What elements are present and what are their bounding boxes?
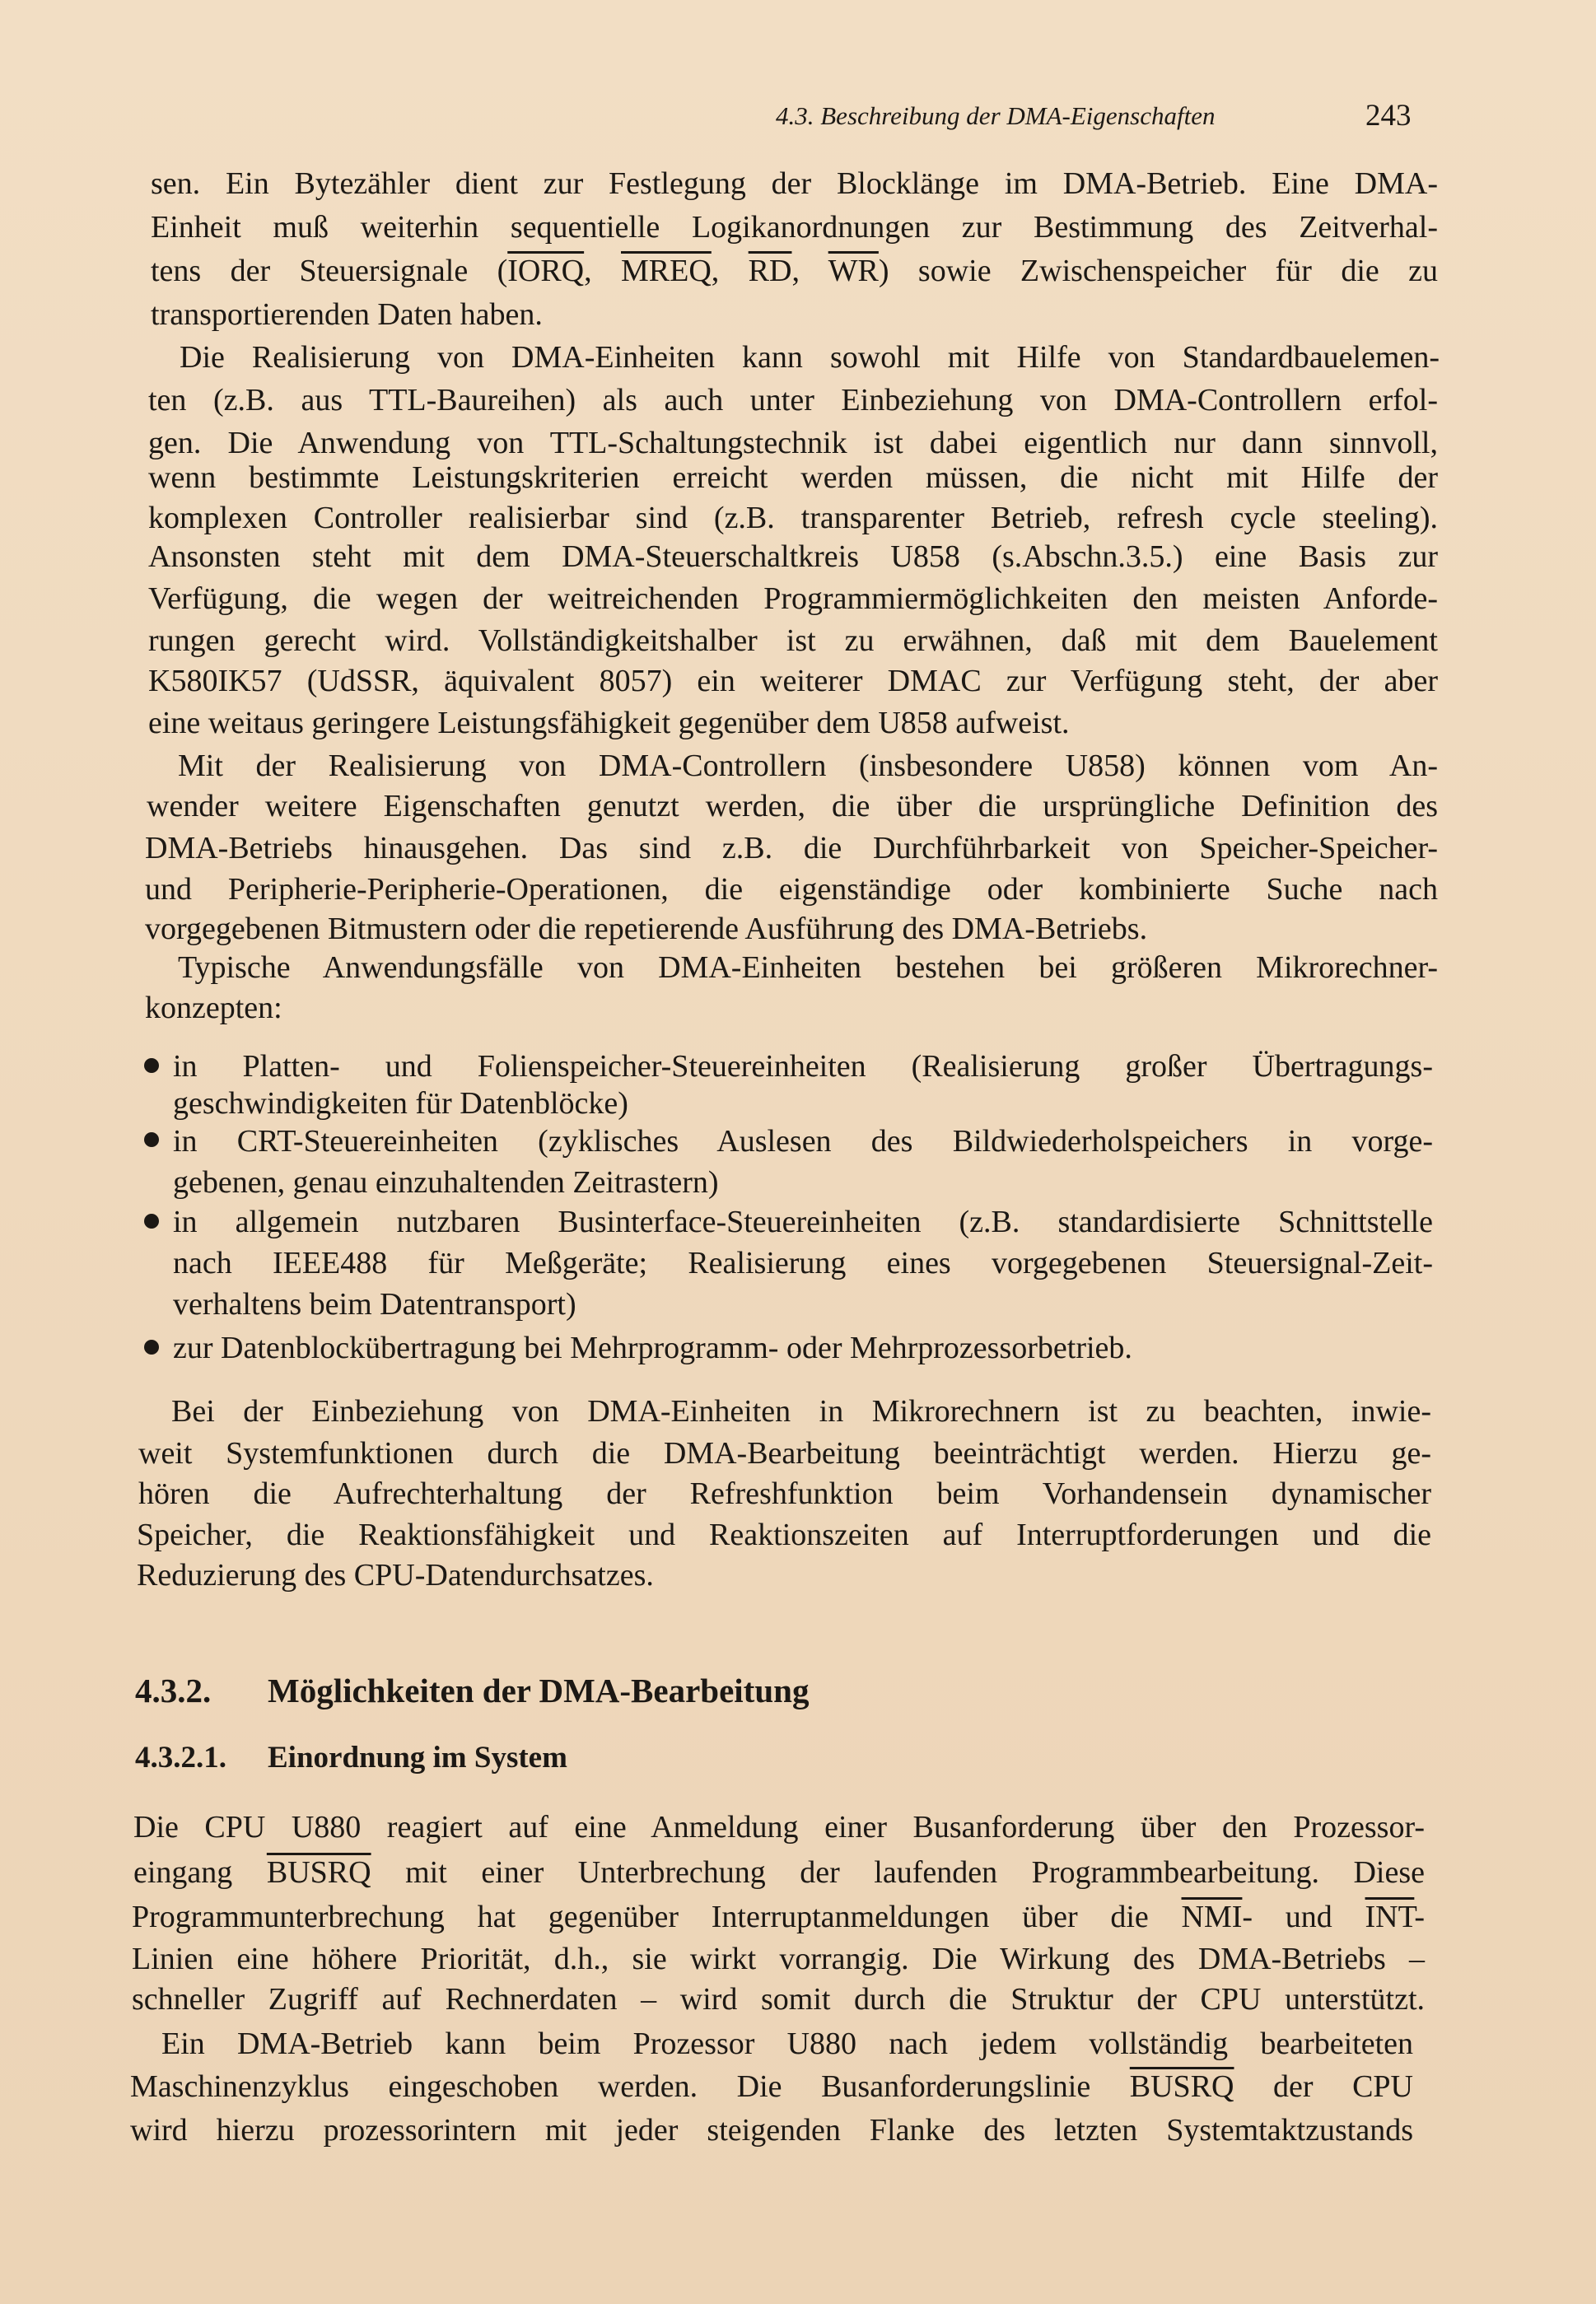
text-line: Reduzierung des CPU-Datendurchsatzes.	[137, 1558, 654, 1593]
page-number: 243	[1365, 99, 1412, 133]
text-line: rungen gerecht wird. Vollständigkeitshalber ist zu erwähnen, daß mit dem Bauelement	[148, 623, 1438, 658]
bullet-icon	[144, 1132, 159, 1147]
text-line: Die Realisierung von DMA-Einheiten kann sowohl mit Hilfe von Standardbauelemen-	[180, 340, 1440, 375]
text-line: konzepten:	[145, 991, 282, 1025]
text-line: vorgegebenen Bitmustern oder die repetierende Ausführung des DMA-Betriebs.	[145, 912, 1148, 946]
text-line: ten (z.B. aus TTL-Baureihen) als auch unter Einbeziehung von DMA-Controllern erfol-	[148, 383, 1438, 417]
text-line: Bei der Einbeziehung von DMA-Einheiten in Mikrorechnern ist zu beachten, inwie-	[171, 1394, 1431, 1429]
text-line: nach IEEE488 für Meßgeräte; Realisierung eines vorgegebenen Steuersignal-Zeit-	[173, 1246, 1433, 1280]
text-line: Typische Anwendungsfälle von DMA-Einheiten bestehen bei größeren Mikrorechner-	[178, 950, 1438, 985]
text-line: sen. Ein Bytezähler dient zur Festlegung der Blocklänge im DMA-Betrieb. Eine DMA-	[151, 166, 1438, 201]
signal-busrq: BUSRQ	[1129, 2069, 1234, 2104]
text-line: eingang BUSRQ mit einer Unterbrechung der laufenden Programmbearbeitung. Diese	[133, 1855, 1426, 1890]
bullet-icon	[144, 1058, 159, 1073]
text-line: K580IK57 (UdSSR, äquivalent 8057) ein weiterer DMAC zur Verfügung steht, der aber	[148, 664, 1438, 698]
subsection-number: 4.3.2.1.	[135, 1741, 226, 1775]
text-line: in Platten- und Folienspeicher-Steuereinheiten (Realisierung großer Übertragungs-	[173, 1049, 1433, 1084]
text-line: in allgemein nutzbaren Businterface-Steuereinheiten (z.B. standardisierte Schnittstelle	[173, 1205, 1433, 1239]
text-line: wender weitere Eigenschaften genutzt werden, die über die ursprüngliche Definition des	[147, 789, 1438, 823]
text-line: in CRT-Steuereinheiten (zyklisches Auslesen des Bildwiederholspeichers in vorge-	[173, 1124, 1433, 1159]
text-line: Maschinenzyklus eingeschoben werden. Die Busanforderungslinie BUSRQ der CPU	[130, 2069, 1413, 2104]
text-line: Die CPU U880 reagiert auf eine Anmeldung einer Busanforderung über den Prozessor-	[133, 1810, 1425, 1845]
text-line: Mit der Realisierung von DMA-Controllern (insbesondere U858) können vom An-	[178, 749, 1438, 783]
text-line: weit Systemfunktionen durch die DMA-Bearbeitung beeinträchtigt werden. Hierzu ge-	[138, 1436, 1431, 1471]
text-line: Speicher, die Reaktionsfähigkeit und Reaktionszeiten auf Interruptforderungen und die	[137, 1518, 1431, 1552]
text-line: Ansonsten steht mit dem DMA-Steuerschaltkreis U858 (s.Abschn.3.5.) eine Basis zur	[148, 539, 1438, 574]
text-line: DMA-Betriebs hinausgehen. Das sind z.B. die Durchführbarkeit von Speicher-Speicher-	[145, 831, 1438, 865]
text-line: wenn bestimmte Leistungskriterien erreicht werden müssen, die nicht mit Hilfe der	[148, 460, 1438, 495]
text-line: Verfügung, die wegen der weitreichenden Programmiermöglichkeiten den meisten Anforde-	[148, 581, 1438, 616]
text-line: transportierenden Daten haben.	[151, 297, 543, 332]
text-line: gen. Die Anwendung von TTL-Schaltungstechnik ist dabei eigentlich nur dann sinnvoll,	[148, 426, 1438, 460]
signal-mreq: MREQ	[621, 254, 712, 288]
text-line: gebenen, genau einzuhaltenden Zeitrastern)	[173, 1165, 719, 1200]
text-line: verhaltens beim Datentransport)	[173, 1287, 576, 1322]
bullet-icon	[144, 1340, 159, 1355]
text-line: und Peripherie-Peripherie-Operationen, die eigenständige oder kombinierte Suche nach	[145, 872, 1438, 907]
text-line: Einheit muß weiterhin sequentielle Logikanordnungen zur Bestimmung des Zeitverhal-	[151, 210, 1438, 245]
text-line: wird hierzu prozessorintern mit jeder steigenden Flanke des letzten Systemtaktzustands	[130, 2113, 1413, 2148]
text-line: Linien eine höhere Priorität, d.h., sie wirkt vorrangig. Die Wirkung des DMA-Betriebs –	[132, 1942, 1425, 1976]
bullet-icon	[144, 1214, 159, 1229]
signal-wr: $\overline{WR}$	[828, 254, 879, 288]
signal-int: $\overline{INT}$	[1365, 1900, 1415, 1934]
signal-rd: $\overline{RD}$	[748, 254, 792, 288]
section-title: Möglichkeiten der DMA-Bearbeitung	[268, 1672, 810, 1709]
section-number: 4.3.2.	[135, 1672, 212, 1709]
text-line: geschwindigkeiten für Datenblöcke)	[173, 1086, 628, 1121]
text-line: schneller Zugriff auf Rechnerdaten – wird somit durch die Struktur der CPU unterstützt.	[132, 1982, 1425, 2017]
signal-busrq: BUSRQ	[266, 1855, 371, 1890]
running-header-title: 4.3. Beschreibung der DMA-Eigenschaften	[776, 101, 1216, 130]
text-line: tens der Steuersignale (IORQ, MREQ, $\overline{RD}$, $\overline{WR}$) sowie Zwischenspeicher für die zu	[151, 254, 1438, 288]
subsection-title: Einordnung im System	[268, 1741, 567, 1775]
text-line: zur Datenblockübertragung bei Mehrprogramm- oder Mehrprozessorbetrieb.	[173, 1331, 1132, 1365]
signal-iorq: IORQ	[507, 254, 585, 288]
text-line: eine weitaus geringere Leistungsfähigkeit gegenüber dem U858 aufweist.	[148, 706, 1070, 740]
text-line: komplexen Controller realisierbar sind (z.B. transparenter Betrieb, refresh cycle steeling).	[148, 501, 1438, 535]
text-line: hören die Aufrechterhaltung der Refreshfunktion beim Vorhandensein dynamischer	[138, 1476, 1431, 1511]
text-line: Ein DMA-Betrieb kann beim Prozessor U880 nach jedem vollständig bearbeiteten	[161, 2026, 1413, 2061]
text-line: Programmunterbrechung hat gegenüber Interruptanmeldungen über die $\overline{NMI}-$ und $\overline{INT}-$	[132, 1900, 1425, 1934]
signal-nmi: $\overline{NMI}$	[1181, 1900, 1243, 1934]
